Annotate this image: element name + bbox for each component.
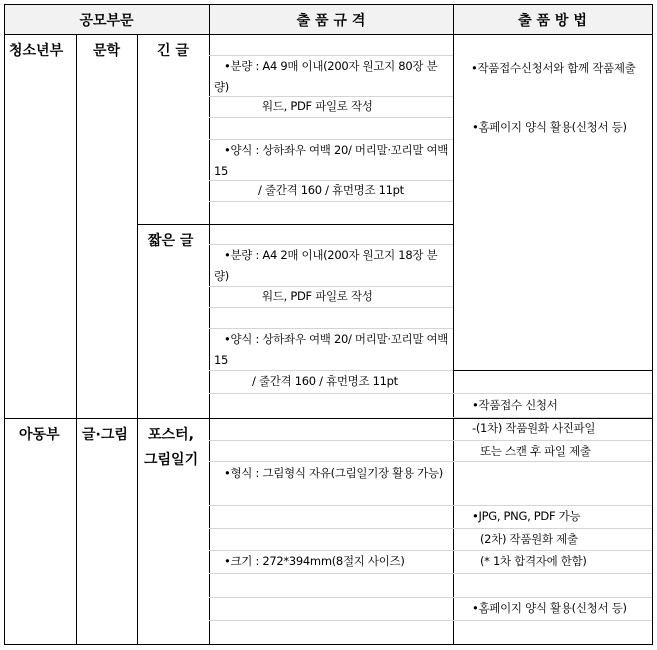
row-line: [209, 440, 453, 441]
long-format-text: 워드, PDF 파일로 작성: [262, 99, 373, 113]
row-line: [209, 597, 453, 598]
child-type-line1: 포스터,: [148, 427, 194, 443]
row-line: [453, 393, 652, 394]
child-method-4: •JPG, PNG, PDF 가능: [472, 509, 581, 523]
youth-method-submit: •작품접수신청서와 함께 작품제출: [471, 61, 636, 75]
child-method-5: (2차) 작품원화 제출: [480, 532, 578, 546]
short-writing-label: 짧은 글: [148, 233, 194, 249]
long-style-text: •양식 : 상하좌우 여백 20/ 머리말·꼬리말 여백 15: [214, 143, 449, 178]
row-line: [209, 528, 453, 529]
row-line: [453, 620, 652, 621]
child-method-3: 또는 스캔 후 파일 제출: [480, 444, 591, 458]
divider-field-type: [137, 34, 138, 645]
child-method-2: -(1차) 작품원화 사진파일: [472, 421, 596, 435]
short-spacing-text: / 줄간격 160 / 휴먼명조 11pt: [252, 374, 398, 388]
youth-method-homepage: •홈페이지 양식 활용(신청서 등): [472, 120, 627, 134]
child-type-line2: 그림일기: [144, 452, 199, 468]
child-method-6: (* 1차 합격자에 한함): [480, 554, 587, 568]
row-line: [209, 201, 453, 202]
long-spacing-text: / 줄간격 160 / 휴먼명조 11pt: [258, 183, 404, 197]
row-line: [453, 573, 652, 574]
divider-spec-method: [453, 4, 454, 645]
table-border-left: [4, 4, 5, 645]
long-volume-text: •분량 : A4 9매 이내(200자 원고지 80장 분량): [214, 59, 438, 94]
child-field-label: 글·그림: [82, 427, 128, 443]
table-border-bottom: [4, 644, 652, 645]
table-border-top: [4, 4, 652, 5]
long-writing-label: 긴 글: [157, 43, 189, 59]
youth-method-border: [453, 370, 652, 371]
divider-division-field: [76, 34, 77, 645]
child-method-7: •홈페이지 양식 활용(신청서 등): [472, 601, 627, 615]
row-line: [209, 307, 453, 308]
header-method: 출 품 방 법: [518, 13, 587, 29]
row-line: [209, 620, 453, 621]
youth-field-label: 문학: [93, 43, 121, 59]
header-category: 공모부문: [79, 13, 134, 29]
row-line: [209, 461, 453, 462]
child-division-label: 아동부: [19, 427, 60, 443]
row-line: [209, 505, 453, 506]
long-short-border: [137, 224, 453, 225]
divider-category-spec: [209, 4, 210, 645]
short-format-text: 워드, PDF 파일로 작성: [262, 289, 373, 303]
row-line: [209, 573, 453, 574]
child-method-1: •작품접수 신청서: [472, 398, 558, 412]
youth-division-label: 청소년부: [9, 43, 64, 59]
table-border-right: [652, 4, 653, 645]
row-line: [209, 393, 453, 394]
header-spec: 출 품 규 격: [296, 13, 366, 29]
header-border-bottom: [4, 34, 652, 35]
row-line: [209, 117, 453, 118]
child-form-text: •형식 : 그림형식 자유(그림일기장 활용 가능): [224, 466, 443, 480]
short-style-text: •양식 : 상하좌우 여백 20/ 머리말·꼬리말 여백 15: [214, 332, 449, 367]
child-size-text: •크기 : 272*394mm(8절지 사이즈): [224, 554, 405, 568]
short-volume-text: •분량 : A4 2매 이내(200자 원고지 18장 분량): [214, 248, 438, 283]
